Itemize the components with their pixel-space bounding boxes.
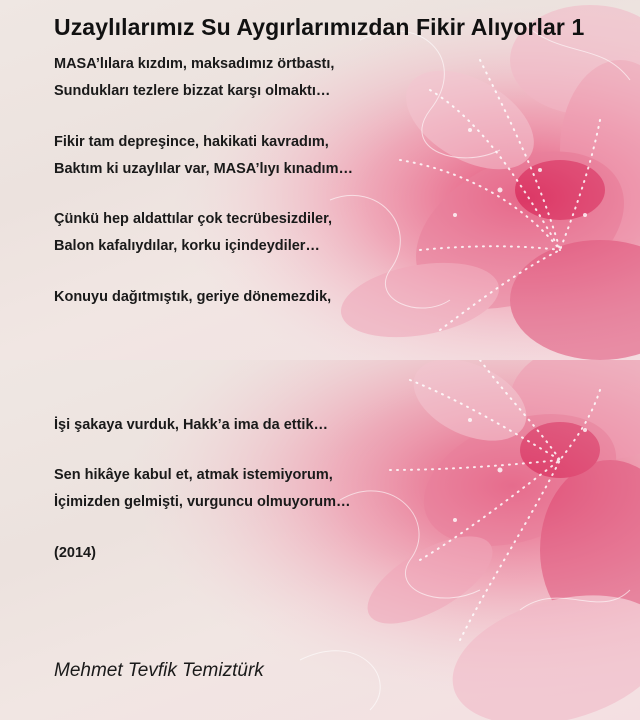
poem-line: İşi şakaya vurduk, Hakk’a ima da ettik… bbox=[54, 417, 329, 433]
poem-line: Fikir tam depreşince, hakikati kavradım, bbox=[54, 134, 329, 150]
poem-line: Sundukları tezlere bizzat karşı olmaktı… bbox=[54, 83, 331, 99]
poem-year: (2014) bbox=[54, 545, 96, 561]
poem-line: Sen hikâye kabul et, atmak istemiyorum, bbox=[54, 467, 333, 483]
poem-line: Balon kafalıydılar, korku içindeydiler… bbox=[54, 238, 320, 254]
poem-title: Uzaylılarımız Su Aygırlarımızdan Fikir Alıyorlar 1 bbox=[54, 14, 585, 40]
poem-line: Baktım ki uzaylılar var, MASA’lıyı kınadım… bbox=[54, 161, 353, 177]
poem-line: MASA’lılara kızdım, maksadımız örtbastı, bbox=[54, 56, 335, 72]
poem-line: Konuyu dağıtmıştık, geriye dönemezdik, bbox=[54, 289, 332, 305]
author-name: Mehmet Tevfik Temiztürk bbox=[54, 660, 264, 681]
poem-line: İçimizden gelmişti, vurguncu olmuyorum… bbox=[54, 494, 351, 510]
poem-line: Çünkü hep aldattılar çok tecrübesizdiler, bbox=[54, 211, 332, 227]
